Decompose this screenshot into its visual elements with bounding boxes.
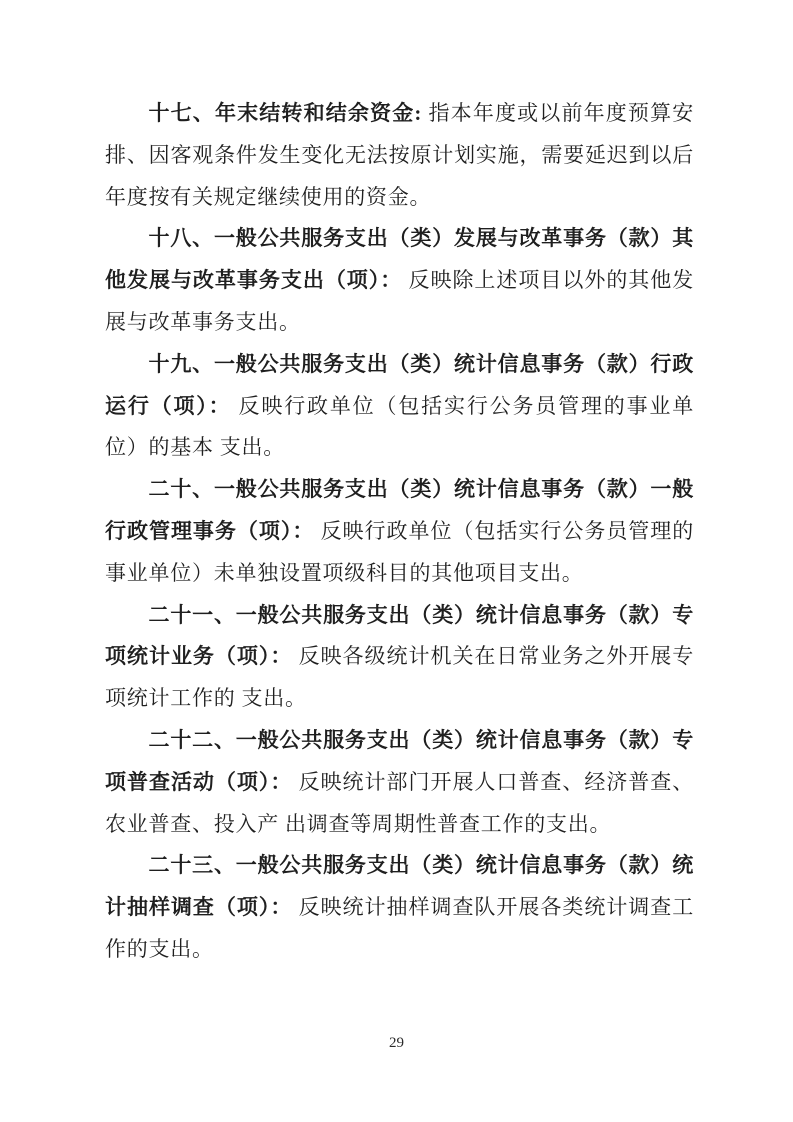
term-label: 二十三、一般公共服务支出（类）统计信息事务（款）统计抽样调查（项）： [105, 853, 694, 920]
term-label: 二十二、一般公共服务支出（类）统计信息事务（款）专项普查活动（项）： [105, 727, 694, 794]
term-definition: 指本年度或以前年度预算安排、因客观条件发生变化无法按原计划实施，需要延迟到以后年度按有关规定继续使用的资金。 [105, 101, 694, 209]
document-body [105, 93, 694, 971]
term-definition: 反映行政单位（包括实行公务员管理的事业单位）未单独设置项级科目的其他项目支出。 [105, 518, 695, 585]
term-label: 十八、一般公共服务支出（类）发展与改革事务（款）其他发展与改革事务支出（项）： [105, 226, 694, 293]
term-definition: 反映统计部门开展人口普查、经济普查、农业普查、投入产 出调查等周期性普查工作的支出。 [105, 769, 695, 836]
term-label: 十九、一般公共服务支出（类）统计信息事务（款）行政运行（项）： [105, 351, 694, 418]
paragraph-item-22 [105, 720, 694, 845]
term-label: 二十一、一般公共服务支出（类）统计信息事务（款）专项统计业务（项）： [105, 602, 694, 669]
page-number: 29 [389, 1035, 404, 1051]
paragraph-item-19 [105, 344, 694, 469]
term-label: 十七、年末结转和结余资金: [148, 101, 423, 125]
term-label: 二十、一般公共服务支出（类）统计信息事务（款）一般行政管理事务（项）： [105, 477, 694, 543]
term-definition: 反映统计抽样调查队开展各类统计调查工作的支出。 [105, 895, 695, 961]
paragraph-item-18 [105, 218, 694, 343]
paragraph-item-21 [105, 595, 694, 720]
paragraph-item-20 [105, 469, 694, 594]
term-definition: 反映行政单位（包括实行公务员管理的事业单位）的基本 支出。 [105, 393, 695, 460]
paragraph-item-17 [105, 93, 694, 218]
page-footer [0, 1033, 793, 1053]
paragraph-item-23 [105, 845, 694, 970]
term-definition: 反映各级统计机关在日常业务之外开展专项统计工作的 支出。 [105, 644, 695, 711]
term-definition: 反映除上述项目以外的其他发展与改革事务支出。 [105, 268, 695, 334]
